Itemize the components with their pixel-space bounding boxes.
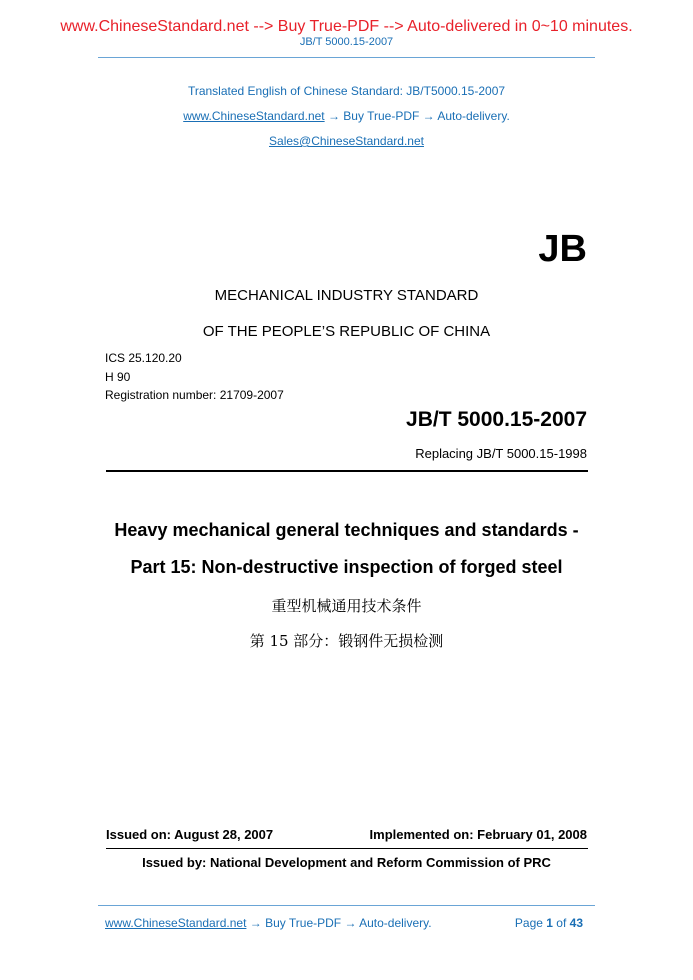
translation-note: Translated English of Chinese Standard: JB/T5000.15-2007 — [187, 84, 506, 98]
page-label: Page — [514, 916, 547, 930]
running-header: JB/T 5000.15-2007 — [299, 36, 394, 48]
footer-rule — [98, 905, 595, 906]
footer-site-link[interactable]: www.ChineseStandard.net — [105, 916, 247, 930]
ics-code: ICS 25.120.20 — [105, 351, 182, 365]
issued-by: Issued by: National Development and Reform Commission of PRC — [142, 855, 551, 870]
promo-line — [0, 109, 693, 123]
footer-promo-text: → Buy True-PDF → Auto-delivery. — [246, 916, 432, 930]
implemented-on: Implemented on: February 01, 2008 — [369, 827, 587, 842]
classification-code: H 90 — [105, 370, 131, 384]
jb-logo: JB — [538, 228, 587, 270]
promo-banner[interactable]: www.ChineseStandard.net --> Buy True-PDF --> Auto-delivered in 0~10 minutes. — [60, 18, 633, 35]
title-english-line1: Heavy mechanical general techniques and standards - — [114, 520, 579, 540]
footer-promo — [105, 916, 432, 930]
title-english-line2: Part 15: Non-destructive inspection of forged steel — [130, 557, 563, 577]
registration-number: Registration number: 21709-2007 — [105, 388, 284, 402]
title-rule — [106, 470, 588, 472]
issued-on: Issued on: August 28, 2007 — [106, 827, 274, 842]
email-line — [0, 134, 693, 148]
page-total: 43 — [569, 916, 583, 930]
standard-type-line2: OF THE PEOPLE’S REPUBLIC OF CHINA — [202, 323, 491, 340]
promo-line-text: → Buy True-PDF → Auto-delivery. — [324, 109, 510, 123]
title-chinese-line2: 第 15 部分：锻钢件无损检测 — [249, 632, 444, 650]
standard-type-line1: MECHANICAL INDUSTRY STANDARD — [214, 287, 479, 304]
standard-number: JB/T 5000.15-2007 — [406, 408, 587, 431]
issuer-rule — [106, 848, 588, 849]
email-link[interactable]: Sales@ChineseStandard.net — [269, 134, 424, 148]
site-link[interactable]: www.ChineseStandard.net — [183, 109, 325, 123]
replacing-note: Replacing JB/T 5000.15-1998 — [415, 446, 587, 461]
page-number: 1 — [546, 916, 553, 930]
header-rule — [98, 57, 595, 58]
title-chinese-line1: 重型机械通用技术条件 — [271, 597, 422, 615]
of-label: of — [552, 916, 570, 930]
page-indicator — [515, 916, 583, 930]
